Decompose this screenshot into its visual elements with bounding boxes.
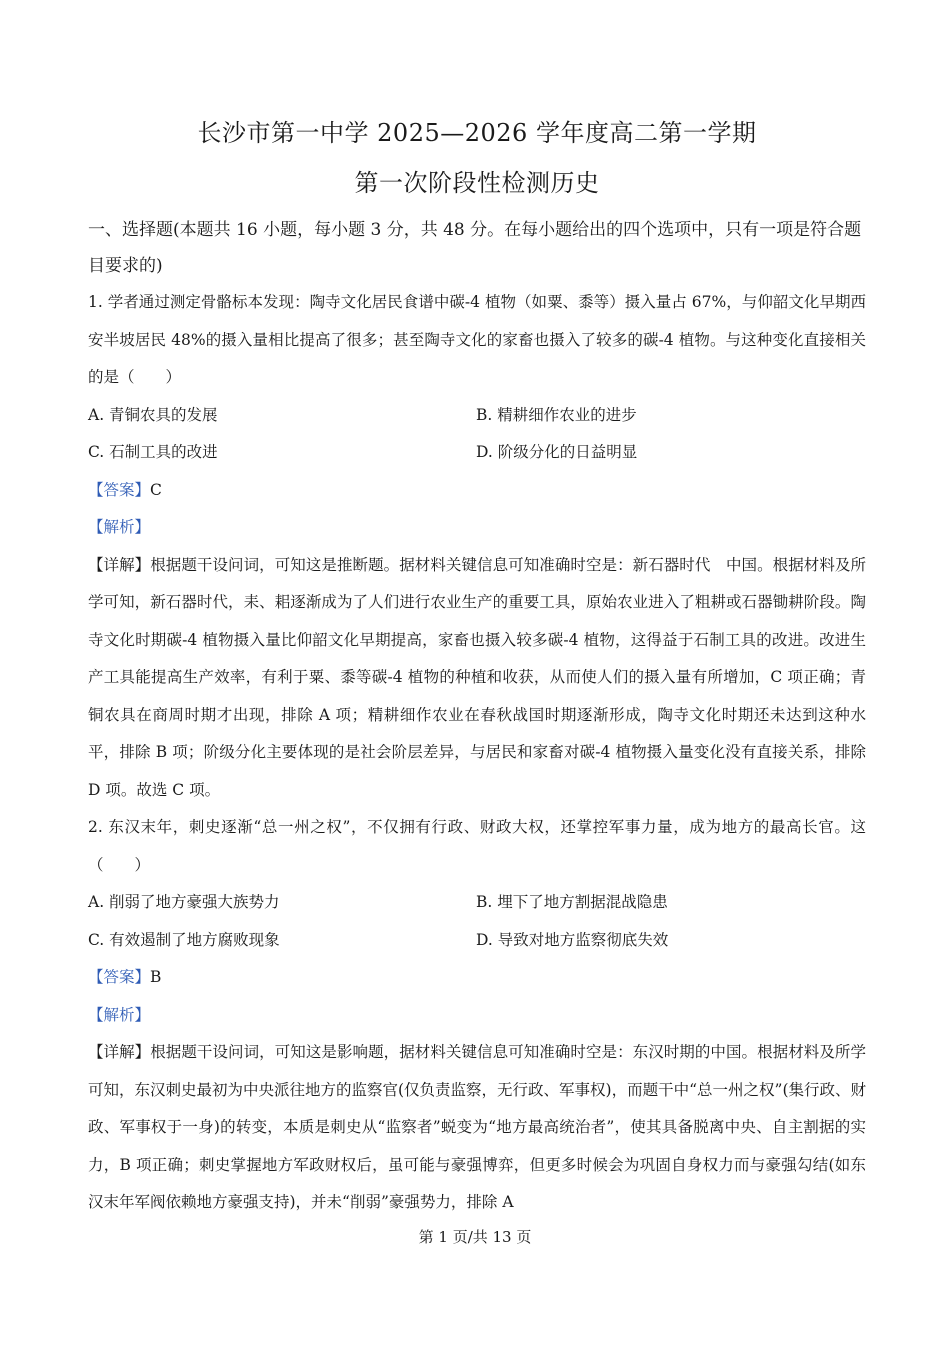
question-2-detail	[88, 1034, 866, 1222]
detail-label: 【详解】	[88, 555, 151, 574]
question-2-option-c: C. 有效遏制了地方腐败现象	[88, 930, 280, 949]
question-1-option-c: C. 石制工具的改进	[88, 443, 218, 461]
question-1-options	[88, 397, 866, 472]
exam-page	[88, 108, 866, 1222]
question-1-analysis	[88, 509, 866, 547]
analysis-label: 【解析】	[88, 1005, 151, 1024]
page-footer: 第 1 页/共 13 页	[418, 1228, 532, 1246]
exam-title-line2: 第一次阶段性检测历史	[354, 169, 600, 197]
question-1-option-a: A. 青铜农具的发展	[88, 405, 218, 424]
question-2-stem: 2. 东汉末年，刺史逐渐“总一州之权”，不仅拥有行政、财政大权，还掌控军事力量，成为地方的最高长官。这（ ）	[88, 818, 866, 874]
question-2-answer	[88, 959, 866, 997]
question-1-option-b: B. 精耕细作农业的进步	[476, 405, 637, 424]
question-2-options	[88, 884, 866, 959]
answer-label: 【答案】	[88, 480, 151, 499]
question-2-analysis	[88, 997, 866, 1035]
question-2-option-b: B. 埋下了地方割据混战隐患	[476, 893, 668, 911]
question-1-detail-text: 根据题干设问词，可知这是推断题。据材料关键信息可知准确时空是：新石器时代 中国。根据材料及所学可知，新石器时代，耒、耜逐渐成为了人们进行农业生产的重要工具，原始农业进入了粗耕或石器锄耕阶段。陶寺文化时期碳-4 植物摄入量比仰韶文化早期提高，家畜也摄入较多碳-4 植物，这得益于石制工具的改进。改进生产工具能提高生产效率，有利于粟、黍等碳-4 植物的种植和收获，从而使人们的摄入量有所增加，C 项正确；青铜农具在商周时期才出现，排除 A 项；精耕细作农业在春秋战国时期逐渐形成，陶寺文化时期还未达到这种水平，排除 B 项；阶级分化主要体现的是社会阶层差异，与居民和家畜对碳-4 植物摄入量变化没有直接关系，排除 D 项。故选 C 项。	[88, 555, 866, 799]
answer-label: 【答案】	[88, 968, 151, 986]
question-2	[88, 809, 866, 1222]
question-2-answer-value: B	[150, 968, 162, 986]
exam-title-line1: 长沙市第一中学 2025—2026 学年度高二第一学期	[197, 119, 757, 147]
question-1-option-d: D. 阶级分化的日益明显	[476, 443, 638, 461]
detail-label: 【详解】	[88, 1043, 151, 1061]
question-2-option-d: D. 导致对地方监察彻底失效	[476, 930, 669, 949]
question-2-option-a: A. 削弱了地方豪强大族势力	[88, 893, 280, 911]
question-2-detail-text: 根据题干设问词，可知这是影响题，据材料关键信息可知准确时空是：东汉时期的中国。根据材料及所学可知，东汉刺史最初为中央派往地方的监察官(仅负责监察，无行政、军事权)，而题干中“总一州之权”(集行政、财政、军事权于一身)的转变，本质是刺史从“监察者”蜕变为“地方最高统治者”，使其具备脱离中央、自主割据的实力，B 项正确；刺史掌握地方军政财权后，虽可能与豪强博弈，但更多时候会为巩固自身权力而与豪强勾结(如东汉末年军阀依赖地方豪强支持)，并未“削弱”豪强势力，排除 A	[88, 1043, 866, 1211]
question-1-stem: 1. 学者通过测定骨骼标本发现：陶寺文化居民食谱中碳-4 植物（如粟、黍等）摄入量占 67%，与仰韶文化早期西安半坡居民 48%的摄入量相比提高了很多；甚至陶寺文化的家畜也摄入了较多的碳-4 植物。与这种变化直接相关的是（ ）	[88, 293, 866, 386]
question-1-answer	[88, 472, 866, 510]
question-1	[88, 284, 866, 809]
analysis-label: 【解析】	[88, 518, 151, 536]
section-heading: 一、选择题(本题共 16 小题，每小题 3 分，共 48 分。在每小题给出的四个选项中，只有一项是符合题目要求的)	[88, 220, 862, 276]
question-1-answer-value: C	[150, 480, 162, 499]
question-1-detail	[88, 547, 866, 810]
